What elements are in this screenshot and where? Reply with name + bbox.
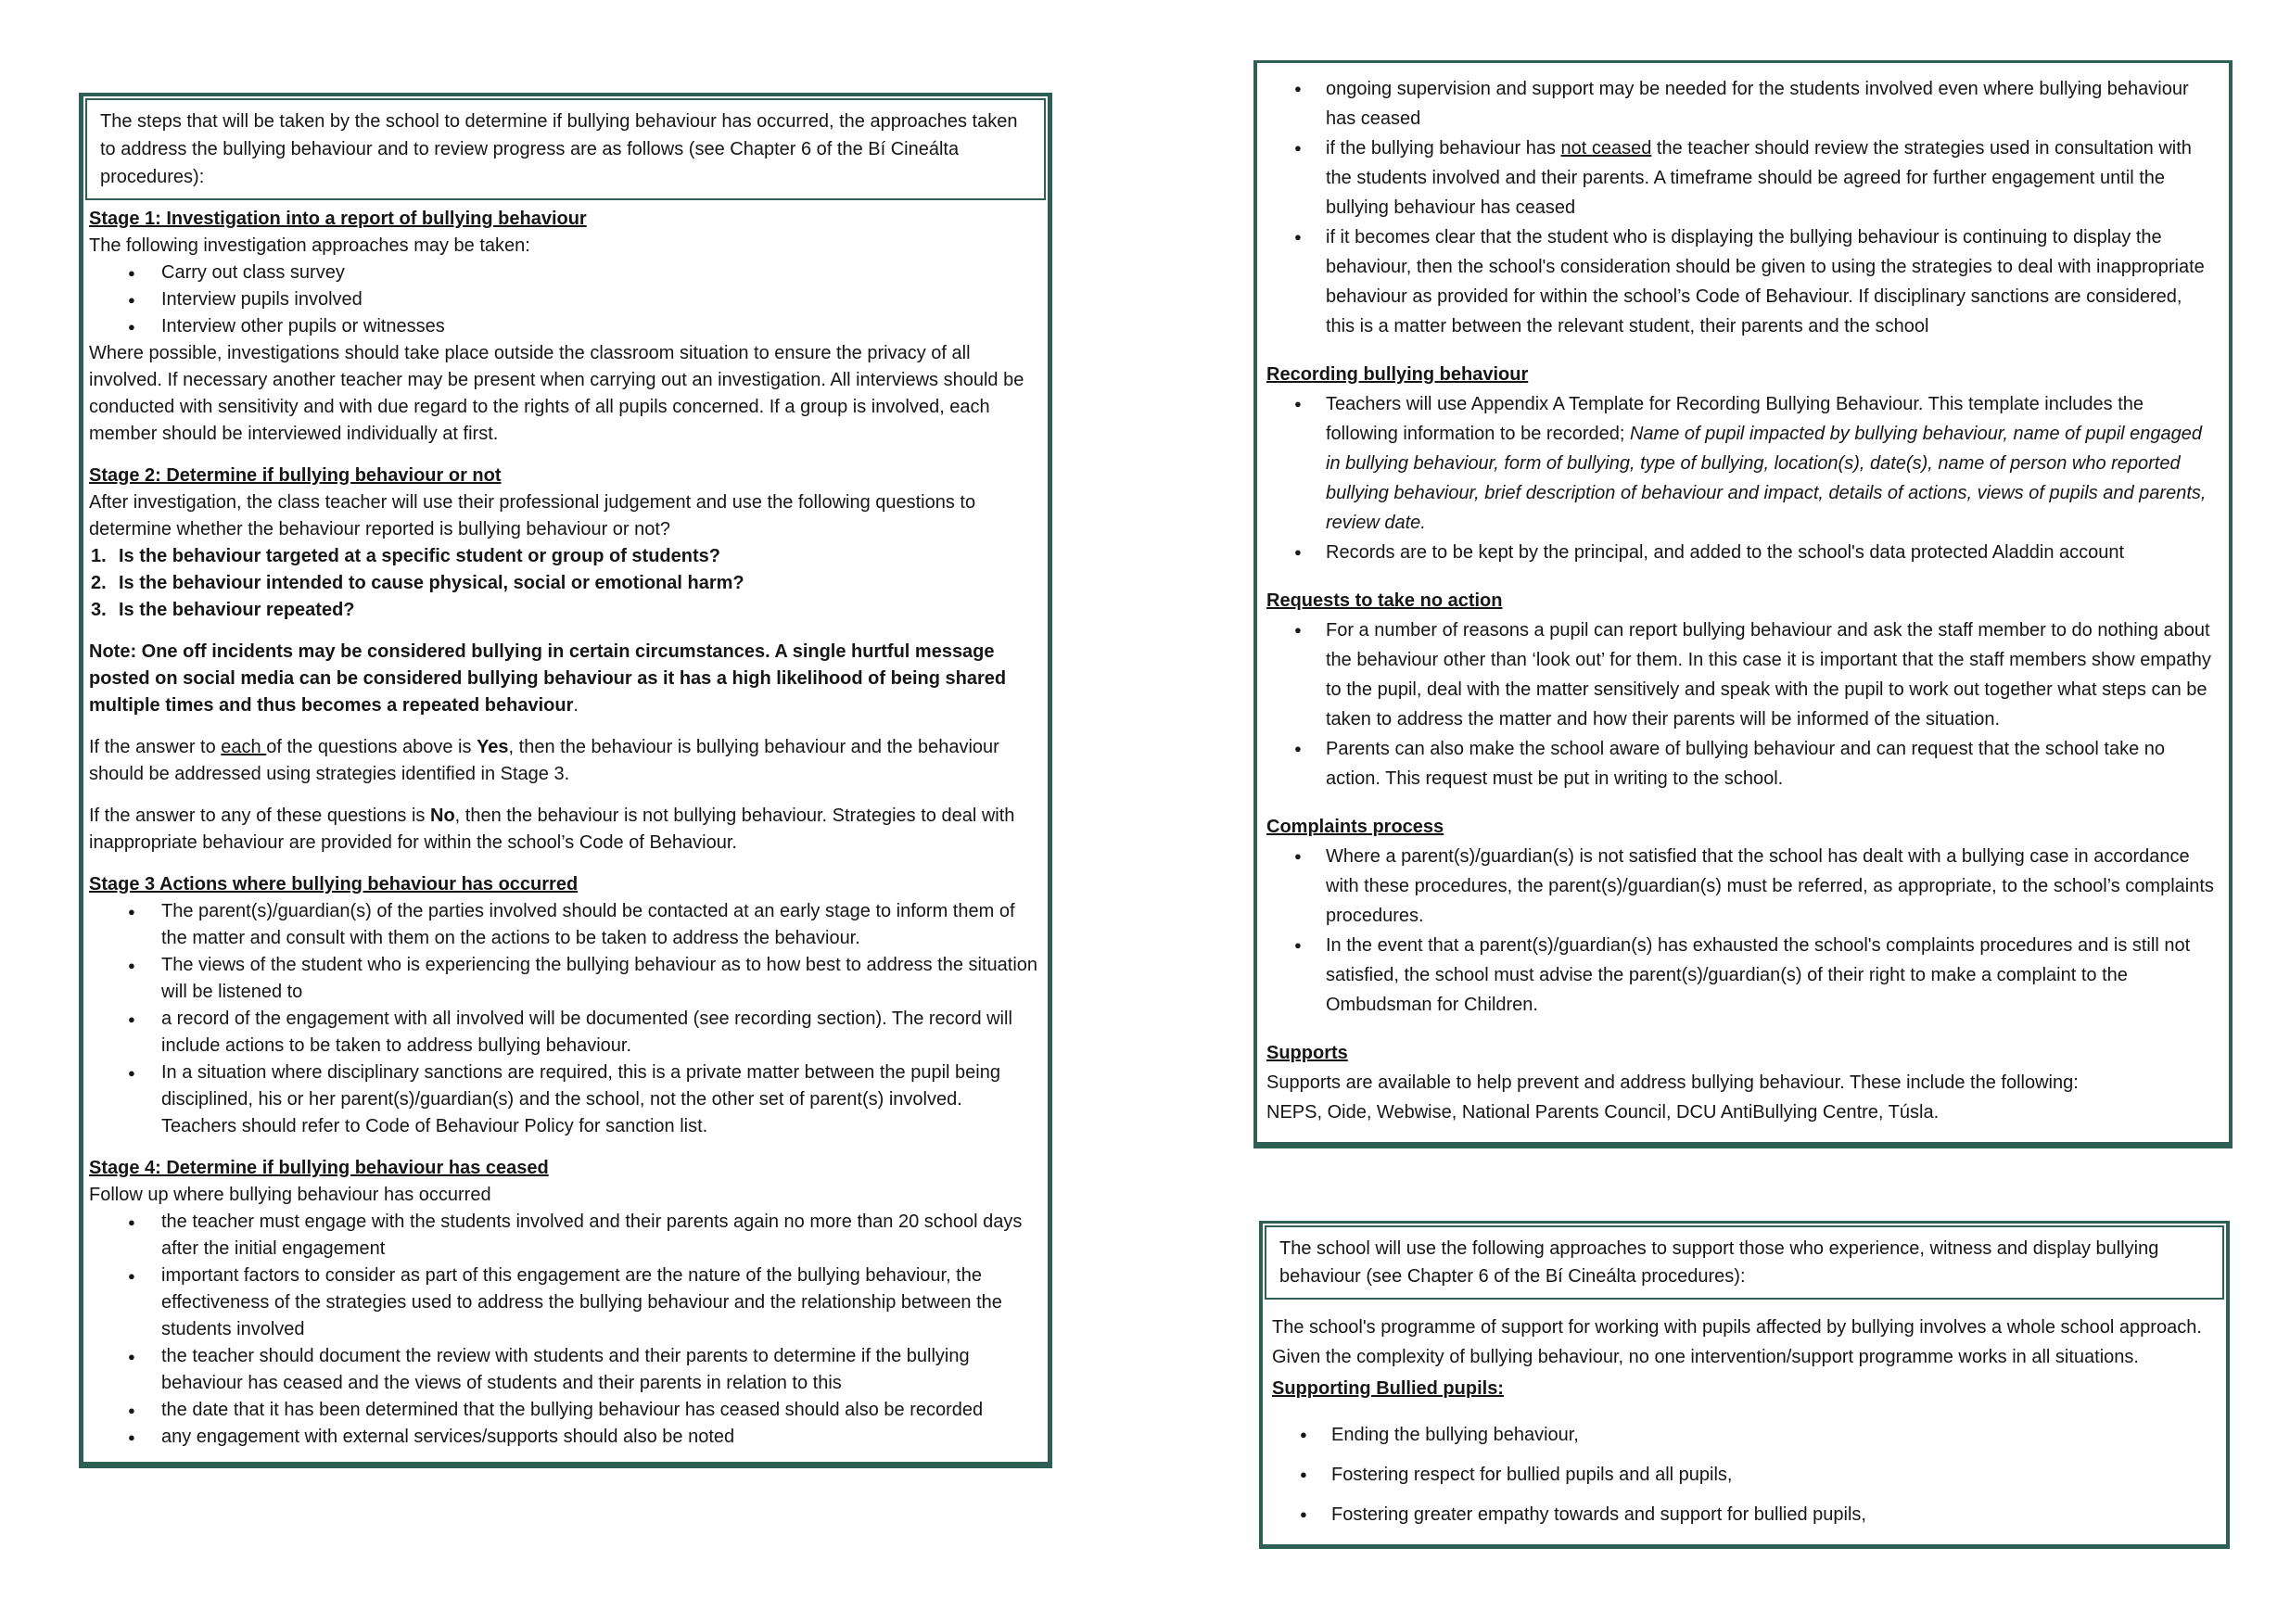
spacer xyxy=(1266,1020,2214,1036)
text-run: Interview other pupils or witnesses xyxy=(161,316,445,336)
paragraph xyxy=(89,489,1038,543)
list-item xyxy=(89,1424,1038,1451)
text-run: the teacher should review the strategies used in consultation with the students involved and their parents. A timeframe should be agreed for further engagement until the bullying behaviour has ceased xyxy=(1326,138,2192,218)
procedures-stages-box-header: The steps that will be taken by the school to determine if bullying behaviour has occurred, the approaches taken to address the bullying behaviour and to review progress are as follows (see Chapter 6 of the Bí Cineálta procedures): xyxy=(85,98,1046,200)
spacer xyxy=(89,788,1038,803)
bullet-marker: ● xyxy=(1294,141,1302,155)
text-run: NEPS, Oide, Webwise, National Parents Council, DCU AntiBullying Centre, Túsla. xyxy=(1266,1102,1940,1123)
bullet-list xyxy=(1266,615,2214,793)
list-item-text xyxy=(161,1427,734,1447)
text-run: Yes xyxy=(477,737,509,757)
text-run: If the answer to xyxy=(89,737,222,757)
bullet-marker: ● xyxy=(128,1350,135,1364)
paragraph xyxy=(89,233,1038,260)
text-run: Where a parent(s)/guardian(s) is not satisfied that the school has dealt with a bullying case in accordance with these procedures, the parent(s)/guardian(s) must be referred, as appropriate, to the school’s complaints procedures. xyxy=(1326,846,2214,926)
list-item-text xyxy=(1326,227,2205,336)
number-marker: 2. xyxy=(91,573,107,593)
procedures-stages-box xyxy=(79,93,1052,1468)
follow-up-recording-box-body xyxy=(1257,63,2229,1142)
list-item-text xyxy=(1326,138,2192,218)
spacer xyxy=(1266,341,2214,358)
list-item xyxy=(1266,842,2214,931)
list-item xyxy=(89,1397,1038,1424)
text-run: Note: One off incidents may be considered bullying in certain circumstances. A single hurtful message posted on social media can be considered bullying behaviour as it has a high likelihood of being shared multiple times and thus becomes a repeated behaviour xyxy=(89,641,1007,716)
bullet-marker: ● xyxy=(128,1012,135,1026)
follow-up-recording-box xyxy=(1253,60,2233,1148)
text-run: Is the behaviour repeated? xyxy=(119,600,355,620)
bullet-marker: ● xyxy=(1300,1507,1307,1521)
spacer xyxy=(89,624,1038,639)
text-run: Supports are available to help prevent and address bullying behaviour. These include the following: xyxy=(1266,1072,2079,1093)
bullet-marker: ● xyxy=(128,266,135,280)
list-item xyxy=(1272,1420,2211,1450)
bullet-marker: ● xyxy=(1294,623,1302,637)
bullet-list xyxy=(1266,74,2214,341)
bullet-marker: ● xyxy=(1300,1467,1307,1481)
text-run: Fostering greater empathy towards and support for bullied pupils, xyxy=(1331,1504,1866,1525)
text-run: The following investigation approaches may be taken: xyxy=(89,235,530,256)
text-run: ongoing supervision and support may be needed for the students involved even where bullying behaviour has ceased xyxy=(1326,79,2189,129)
text-run: Records are to be kept by the principal, and added to the school's data protected Aladdin account xyxy=(1326,542,2125,563)
text-run: The school's programme of support for working with pupils affected by bullying involves a whole school approach. Given the complexity of bullying behaviour, no one intervention/support programme works in all situations. xyxy=(1272,1317,2202,1367)
list-item xyxy=(1266,734,2214,793)
section-heading: Requests to take no action xyxy=(1266,590,1503,611)
spacer xyxy=(89,719,1038,734)
bullet-list xyxy=(1266,389,2214,567)
text-run: , then the behaviour is bullying behaviour and the behaviour should be addressed using strategies identified in Stage 3. xyxy=(89,737,999,784)
paragraph xyxy=(1266,1097,2214,1127)
bullet-marker: ● xyxy=(1294,742,1302,755)
bullet-list xyxy=(1272,1420,2211,1529)
spacer xyxy=(89,856,1038,871)
text-run: If the answer to any of these questions is xyxy=(89,806,430,826)
list-item xyxy=(89,313,1038,340)
number-marker: 1. xyxy=(91,546,107,566)
section-heading: Supports xyxy=(1266,1043,1348,1063)
spacer xyxy=(89,448,1038,463)
list-item-text xyxy=(1326,79,2189,129)
text-run: . xyxy=(573,695,579,716)
list-item xyxy=(89,260,1038,286)
section-heading: Stage 1: Investigation into a report of bullying behaviour xyxy=(89,209,587,229)
list-item-text xyxy=(119,546,720,566)
text-run: In the event that a parent(s)/guardian(s) has exhausted the school's complaints procedures and is still not satisfied, the school must advise the parent(s)/guardian(s) of their right to make a complaint to the Ombudsman for Children. xyxy=(1326,935,2191,1015)
bullet-marker: ● xyxy=(128,293,135,307)
section-heading: Stage 2: Determine if bullying behaviour or not xyxy=(89,465,502,486)
section-heading: Stage 4: Determine if bullying behaviour has ceased xyxy=(89,1158,549,1178)
text-run: the teacher should document the review with students and their parents to determine if the bullying behaviour has ceased and the views of students and their parents in relation to this xyxy=(161,1346,970,1393)
text-run: important factors to consider as part of this engagement are the nature of the bullying behaviour, the effectiveness of the strategies used to address the bullying behaviour and the relationship between the students involved xyxy=(161,1265,1002,1339)
list-item-text xyxy=(161,262,345,283)
spacer xyxy=(1266,793,2214,810)
list-item xyxy=(89,570,1038,597)
bullet-marker: ● xyxy=(1300,1427,1307,1441)
list-item-text xyxy=(161,1346,970,1393)
bullet-marker: ● xyxy=(1294,938,1302,952)
list-item xyxy=(1266,133,2214,222)
list-item xyxy=(1266,931,2214,1020)
bullet-marker: ● xyxy=(1294,545,1302,559)
section-heading: Recording bullying behaviour xyxy=(1266,364,1529,385)
bullet-marker: ● xyxy=(1294,82,1302,95)
paragraph xyxy=(89,639,1038,719)
list-item xyxy=(1272,1460,2211,1490)
list-item xyxy=(1266,74,2214,133)
list-item-text xyxy=(1326,739,2165,789)
text-run: For a number of reasons a pupil can report bullying behaviour and ask the staff member to do nothing about the behaviour other than ‘look out’ for them. In this case it is important that the staff members show empathy to the pupil, deal with the matter sensitively and speak with the pupil to work out together what steps can be taken to address the matter and how their parents will be informed of the situation. xyxy=(1326,620,2211,730)
paragraph xyxy=(1266,1068,2214,1097)
text-run: No xyxy=(430,806,455,826)
list-item xyxy=(1266,538,2214,567)
section-heading: Supporting Bullied pupils: xyxy=(1272,1378,1504,1399)
text-run: Is the behaviour targeted at a specific student or group of students? xyxy=(119,546,720,566)
text-run: Fostering respect for bullied pupils and all pupils, xyxy=(1331,1465,1733,1485)
numbered-list xyxy=(89,543,1038,624)
bullet-list xyxy=(1266,842,2214,1020)
support-approaches-box-body xyxy=(1263,1301,2226,1544)
list-item xyxy=(89,1262,1038,1343)
number-marker: 3. xyxy=(91,600,107,620)
list-item xyxy=(89,286,1038,313)
spacer xyxy=(1266,567,2214,584)
list-item xyxy=(1266,222,2214,341)
list-item-text xyxy=(1326,620,2211,730)
text-run: The views of the student who is experiencing the bullying behaviour as to how best to address the situation will be listened to xyxy=(161,955,1038,1002)
text-run: not ceased xyxy=(1560,138,1652,159)
text-run: each xyxy=(221,737,267,757)
spacer xyxy=(1272,1403,2211,1420)
procedures-stages-box-body xyxy=(83,202,1048,1462)
list-item-text xyxy=(1326,846,2214,926)
list-item xyxy=(89,543,1038,570)
text-run: if it becomes clear that the student who is displaying the bullying behaviour is continuing to display the behaviour, then the school's consideration should be given to using the strategies to deal with inappropriate behaviour as provided for within the school’s Code of Behaviour. If disciplinary sanctions are considered, this is a matter between the relevant student, their parents and the school xyxy=(1326,227,2205,336)
bullet-list xyxy=(89,260,1038,340)
section-heading: Stage 3 Actions where bullying behaviour has occurred xyxy=(89,874,579,894)
paragraph xyxy=(1272,1313,2211,1372)
list-item xyxy=(89,597,1038,624)
list-item xyxy=(89,1059,1038,1140)
list-item-text xyxy=(161,955,1037,1002)
text-run: of the questions above is xyxy=(266,737,477,757)
text-run: After investigation, the class teacher will use their professional judgement and use the following questions to determine whether the behaviour reported is bullying behaviour or not? xyxy=(89,492,976,539)
paragraph xyxy=(89,803,1038,856)
bullet-marker: ● xyxy=(128,905,135,919)
list-item-text xyxy=(161,1009,1012,1056)
bullet-marker: ● xyxy=(128,320,135,334)
list-item-text xyxy=(1326,542,2124,563)
bullet-marker: ● xyxy=(1294,849,1302,863)
text-run: Where possible, investigations should take place outside the classroom situation to ensure the privacy of all involved. If necessary another teacher may be present when carrying out an investigation. All interviews should be conducted with sensitivity and with due regard to the rights of all pupils concerned. If a group is involved, each member should be interviewed individually at first. xyxy=(89,343,1024,444)
bullet-marker: ● xyxy=(128,1215,135,1229)
spacer xyxy=(89,1140,1038,1155)
list-item-text xyxy=(161,1212,1022,1259)
list-item xyxy=(89,1209,1038,1262)
text-run: if the bullying behaviour has xyxy=(1326,138,1561,159)
text-run: , then the behaviour is not bullying behaviour. Strategies to deal with inappropriate behaviour are provided for within the school’s Code of Behaviour. xyxy=(89,806,1015,853)
list-item-text xyxy=(161,1265,1002,1339)
list-item xyxy=(1272,1500,2211,1529)
list-item-text xyxy=(1326,394,2206,533)
text-run: Is the behaviour intended to cause physical, social or emotional harm? xyxy=(119,573,744,593)
list-item xyxy=(89,1006,1038,1059)
support-approaches-box xyxy=(1259,1221,2230,1549)
list-item-text xyxy=(119,573,744,593)
text-run: any engagement with external services/supports should also be noted xyxy=(161,1427,735,1447)
text-run: the teacher must engage with the students involved and their parents again no more than 20 school days after the initial engagement xyxy=(161,1212,1023,1259)
paragraph xyxy=(89,340,1038,448)
list-item-text xyxy=(161,901,1015,948)
list-item-text xyxy=(1331,1504,1866,1525)
bullet-list xyxy=(89,1209,1038,1451)
list-item-text xyxy=(119,600,355,620)
list-item-text xyxy=(161,316,445,336)
list-item xyxy=(1266,389,2214,538)
paragraph xyxy=(89,1182,1038,1209)
bullet-list xyxy=(89,898,1038,1140)
text-run: Interview pupils involved xyxy=(161,289,363,310)
text-run: Parents can also make the school aware of bullying behaviour and can request that the school take no action. This request must be put in writing to the school. xyxy=(1326,739,2166,789)
list-item-text xyxy=(161,1062,1000,1136)
bullet-marker: ● xyxy=(128,1430,135,1444)
bullet-marker: ● xyxy=(128,1269,135,1283)
text-run: In a situation where disciplinary sanctions are required, this is a private matter between the pupil being disciplined, his or her parent(s)/guardian(s) and the school, not the other set of parent(s) involved. Teachers should refer to Code of Behaviour Policy for sanction list. xyxy=(161,1062,1000,1136)
list-item xyxy=(89,1343,1038,1397)
list-item-text xyxy=(161,1400,983,1420)
text-run: the date that it has been determined that the bullying behaviour has ceased should also be recorded xyxy=(161,1400,984,1420)
support-approaches-box-header: The school will use the following approaches to support those who experience, witness and display bullying behaviour (see Chapter 6 of the Bí Cineálta procedures): xyxy=(1265,1225,2224,1300)
list-item-text xyxy=(1331,1465,1732,1485)
list-item xyxy=(89,952,1038,1006)
list-item xyxy=(1266,615,2214,734)
bullet-marker: ● xyxy=(128,1403,135,1417)
list-item-text xyxy=(1326,935,2190,1015)
text-run: Follow up where bullying behaviour has occurred xyxy=(89,1185,491,1205)
text-run: Carry out class survey xyxy=(161,262,345,283)
text-run: Name of pupil impacted by bullying behaviour, name of pupil engaged in bullying behaviour, form of bullying, type of bullying, location(s), date(s), name of person who reported bullying behaviour, brief description of behaviour and impact, details of actions, views of pupils and parents, review date. xyxy=(1326,424,2207,533)
text-run: a record of the engagement with all involved will be documented (see recording section). The record will include actions to be taken to address bullying behaviour. xyxy=(161,1009,1012,1056)
text-run: Ending the bullying behaviour, xyxy=(1331,1425,1579,1445)
bullet-marker: ● xyxy=(128,1066,135,1080)
bullet-marker: ● xyxy=(1294,230,1302,244)
text-run: The parent(s)/guardian(s) of the parties involved should be contacted at an early stage to inform them of the matter and consult with them on the actions to be taken to address the behaviour. xyxy=(161,901,1015,948)
paragraph xyxy=(89,734,1038,788)
text-run: Teachers will use Appendix A Template for Recording Bullying Behaviour. This template includes the following information to be recorded; xyxy=(1326,394,2144,444)
bullet-marker: ● xyxy=(128,958,135,972)
list-item xyxy=(89,898,1038,952)
bullet-marker: ● xyxy=(1294,397,1302,411)
section-heading: Complaints process xyxy=(1266,817,1444,837)
list-item-text xyxy=(161,289,363,310)
list-item-text xyxy=(1331,1425,1579,1445)
